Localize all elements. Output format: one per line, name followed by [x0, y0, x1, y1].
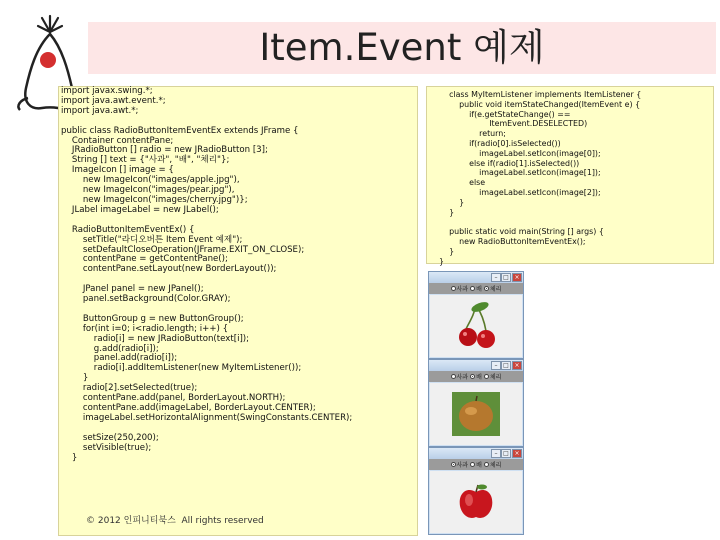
code-left-line: contentPane = getContentPane();	[61, 254, 228, 265]
window-titlebar	[429, 272, 523, 283]
code-left-line: JPanel panel = new JPanel();	[61, 284, 204, 295]
radio-option[interactable]	[451, 284, 469, 293]
close-button[interactable]: ×	[512, 449, 522, 458]
close-button[interactable]: ×	[512, 273, 522, 282]
radio-label: 체리	[489, 462, 502, 469]
radio-option[interactable]	[484, 460, 502, 469]
cherry-image	[454, 301, 498, 351]
code-right-line: ItemEvent.DESELECTED)	[429, 119, 588, 129]
code-left-line: RadioButtonItemEventEx() {	[61, 224, 195, 235]
maximize-button[interactable]: □	[501, 273, 511, 282]
code-right-line: public static void main(String [] args) {	[429, 227, 604, 237]
code-listing-left	[61, 87, 352, 463]
code-right-line: imageLabel.setIcon(image[0]);	[429, 148, 601, 158]
radio-panel	[429, 371, 523, 382]
demo-window	[428, 447, 524, 535]
code-right-line: new RadioButtonItemEventEx();	[429, 236, 586, 246]
code-left-line: setDefaultCloseOperation(JFrame.EXIT_ON_CLOSE);	[61, 244, 305, 255]
code-listing-right	[429, 90, 641, 266]
image-label-area	[430, 383, 522, 445]
image-label-area	[430, 471, 522, 533]
radio-option[interactable]	[484, 372, 502, 381]
demo-window	[428, 271, 524, 359]
code-left-line: panel.add(radio[i]);	[61, 353, 178, 364]
code-left-line: radio[i] = new JRadioButton(text[i]);	[61, 333, 250, 344]
code-left-line: setVisible(true);	[61, 442, 152, 453]
radio-button-icon	[484, 286, 489, 291]
code-panel-right	[426, 86, 714, 264]
copyright-footer: © 2012 인피니티북스 All rights reserved	[86, 516, 264, 526]
radio-panel	[429, 283, 523, 294]
code-left-line: Container contentPane;	[61, 135, 174, 146]
code-left-line: JRadioButton [] radio = new JRadioButton [3];	[61, 145, 268, 156]
radio-label: 사과	[456, 286, 469, 293]
radio-panel	[429, 459, 523, 470]
radio-option[interactable]	[451, 372, 469, 381]
code-left-line: panel.setBackground(Color.GRAY);	[61, 294, 231, 305]
radio-option[interactable]	[470, 460, 482, 469]
code-left-line: import javax.swing.*;	[61, 86, 153, 96]
radio-label: 체리	[489, 286, 502, 293]
code-left-line: contentPane.add(panel, BorderLayout.NORTH);	[61, 393, 286, 404]
window-titlebar	[429, 448, 523, 459]
radio-button-icon	[470, 286, 475, 291]
radio-label: 배	[476, 462, 482, 469]
code-left-line: for(int i=0; i<radio.length; i++) {	[61, 323, 229, 334]
radio-label: 체리	[489, 374, 502, 381]
code-left-line: ButtonGroup g = new ButtonGroup();	[61, 313, 244, 324]
radio-button-icon	[470, 374, 475, 379]
image-label-area	[430, 295, 522, 357]
maximize-button[interactable]: □	[501, 449, 511, 458]
code-right-line: }	[429, 207, 455, 217]
radio-option[interactable]	[470, 284, 482, 293]
code-left-line: setTitle("라디오버튼 Item Event 예제");	[61, 234, 243, 245]
apple-image	[456, 482, 496, 522]
code-right-line: }	[429, 197, 465, 207]
code-left-line: new ImageIcon("images/cherry.jpg")};	[61, 194, 248, 205]
code-left-line: public class RadioButtonItemEventEx extends JFrame {	[61, 125, 299, 136]
radio-label: 사과	[456, 462, 469, 469]
radio-button-icon	[451, 374, 456, 379]
code-left-line: contentPane.add(imageLabel, BorderLayout.CENTER);	[61, 403, 316, 413]
demo-window	[428, 359, 524, 447]
code-right-line: }	[429, 256, 445, 266]
radio-label: 사과	[456, 374, 469, 381]
code-left-line: }	[61, 373, 89, 384]
radio-label: 배	[476, 286, 482, 293]
code-right-line: public void itemStateChanged(ItemEvent e) {	[429, 99, 641, 109]
code-right-line: }	[429, 246, 455, 256]
radio-button-icon	[484, 462, 489, 467]
code-left-line: new ImageIcon("images/pear.jpg"),	[61, 185, 235, 196]
radio-button-icon	[451, 286, 456, 291]
code-right-line: class MyItemListener implements ItemListener {	[429, 90, 642, 99]
code-left-line: radio[i].addItemListener(new MyItemListener());	[61, 363, 302, 374]
maximize-button[interactable]: □	[501, 361, 511, 370]
close-button[interactable]: ×	[512, 361, 522, 370]
radio-button-icon	[470, 462, 475, 467]
radio-option[interactable]	[470, 372, 482, 381]
minimize-button[interactable]: –	[491, 273, 501, 282]
radio-option[interactable]	[484, 284, 502, 293]
window-titlebar	[429, 360, 523, 371]
radio-button-icon	[451, 462, 456, 467]
code-left-line: JLabel imageLabel = new JLabel();	[61, 204, 219, 215]
code-right-line	[429, 217, 641, 227]
code-right-line: if(radio[0].isSelected())	[429, 138, 561, 148]
code-left-line: import java.awt.event.*;	[61, 95, 166, 106]
code-left-line: g.add(radio[i]);	[61, 343, 159, 354]
code-left-line: import java.awt.*;	[61, 105, 139, 116]
code-right-line: else if(radio[1].isSelected())	[429, 158, 580, 168]
code-panel-left	[58, 86, 418, 536]
code-left-line: setSize(250,200);	[61, 432, 159, 443]
code-right-line: imageLabel.setIcon(image[1]);	[429, 168, 601, 178]
minimize-button[interactable]: –	[491, 361, 501, 370]
pear-image	[452, 392, 500, 436]
code-left-line: imageLabel.setHorizontalAlignment(SwingConstants.CENTER);	[61, 412, 353, 423]
code-left-line: contentPane.setLayout(new BorderLayout());	[61, 264, 277, 275]
radio-option[interactable]	[451, 460, 469, 469]
code-left-line: new ImageIcon("images/apple.jpg"),	[61, 175, 240, 186]
code-right-line: return;	[429, 129, 506, 139]
code-left-line: }	[61, 452, 78, 463]
code-left-line: radio[2].setSelected(true);	[61, 383, 198, 394]
code-right-line: imageLabel.setIcon(image[2]);	[429, 187, 601, 197]
slide-title: Item.Event 예제	[259, 26, 545, 69]
code-left-line: String [] text = {"사과", "배", "체리"};	[61, 155, 230, 166]
code-right-line: else	[429, 178, 486, 188]
code-right-line: if(e.getStateChange() ==	[429, 109, 571, 119]
radio-button-icon	[484, 374, 489, 379]
minimize-button[interactable]: –	[491, 449, 501, 458]
code-left-line: ImageIcon [] image = {	[61, 165, 174, 176]
radio-label: 배	[476, 374, 482, 381]
